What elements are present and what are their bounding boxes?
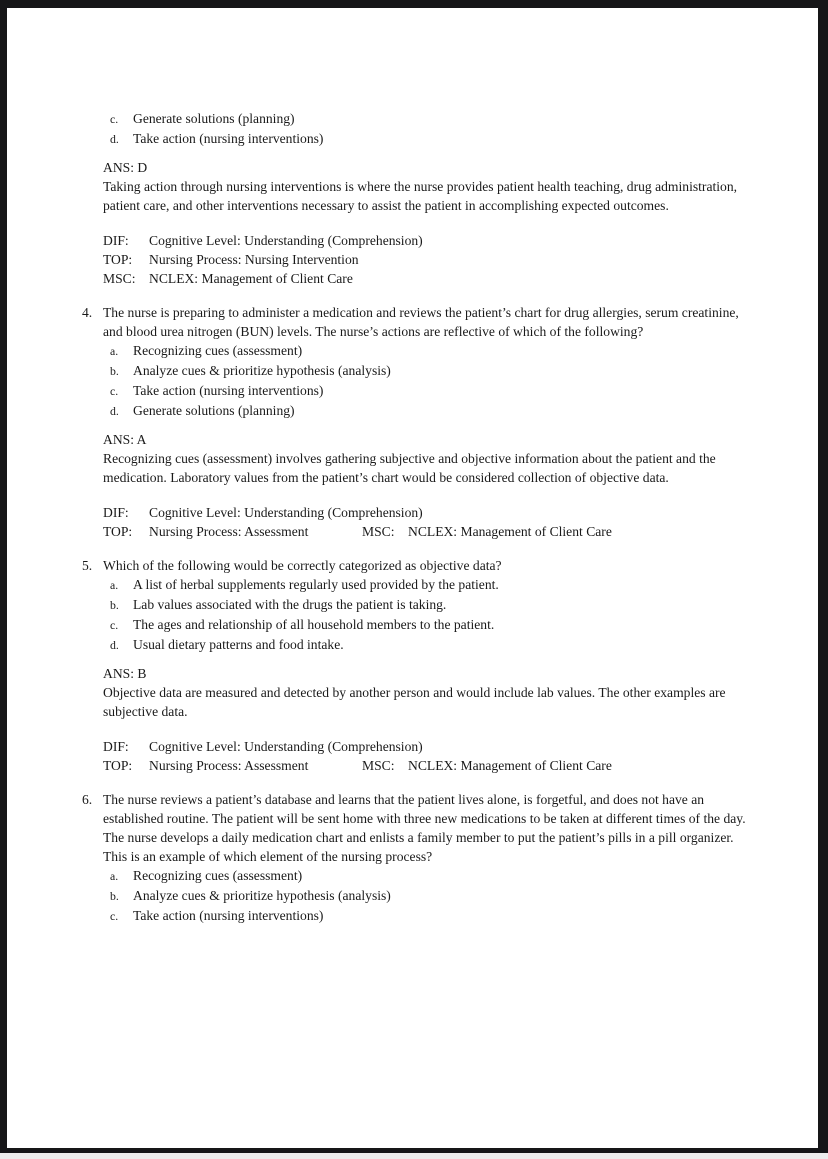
question-block-4: [82, 303, 751, 541]
option-letter: a.: [110, 578, 119, 592]
tag-label: TOP:: [103, 524, 133, 539]
msc-tag: [362, 524, 612, 539]
tag-value: Nursing Process: Assessment: [149, 758, 309, 773]
options-list: [103, 109, 751, 149]
viewer-bottom-strip: [0, 1153, 828, 1159]
msc-tag-line: [103, 269, 751, 288]
tag-label: MSC:: [103, 271, 136, 286]
tag-value: Cognitive Level: Understanding (Comprehension): [149, 233, 423, 248]
option-row: [103, 595, 751, 615]
option-letter: c.: [110, 909, 119, 923]
option-text: Analyze cues & prioritize hypothesis (analysis): [133, 363, 391, 378]
option-row: [103, 361, 751, 381]
rationale-text: Recognizing cues (assessment) involves gathering subjective and objective information about the patient and the medication. Laboratory values from the patient’s chart would be considered collection of objective data.: [103, 451, 716, 485]
option-text: Recognizing cues (assessment): [133, 343, 303, 358]
option-letter: d.: [110, 132, 119, 146]
options-list: [103, 866, 751, 926]
question-block-5: [82, 556, 751, 775]
option-text: The ages and relationship of all household members to the patient.: [133, 617, 495, 632]
option-text: Take action (nursing interventions): [133, 131, 324, 146]
option-text: A list of herbal supplements regularly used provided by the patient.: [133, 577, 499, 592]
option-row: [103, 575, 751, 595]
answer-line: ANS: D: [103, 160, 148, 175]
tag-label: DIF:: [103, 739, 129, 754]
tag-block: [103, 231, 751, 288]
option-text: Lab values associated with the drugs the patient is taking.: [133, 597, 447, 612]
tag-label: MSC:: [362, 758, 395, 773]
dif-tag-line: [103, 503, 751, 522]
question-block-6: [82, 790, 751, 926]
option-letter: c.: [110, 384, 119, 398]
option-letter: a.: [110, 344, 119, 358]
option-row: [103, 635, 751, 655]
question-stem: The nurse reviews a patient’s database and learns that the patient lives alone, is forgetful, and does not have an established routine. The patient will be sent home with three new medications to be taken at different times of the day. The nurse develops a daily medication chart and enlists a family member to put the patient’s pills in a pill organizer. This is an example of which element of the nursing process?: [103, 792, 746, 864]
tag-label: MSC:: [362, 524, 395, 539]
tag-label: DIF:: [103, 233, 129, 248]
option-text: Usual dietary patterns and food intake.: [133, 637, 344, 652]
dif-tag-line: [103, 737, 751, 756]
tag-value: Cognitive Level: Understanding (Comprehension): [149, 505, 423, 520]
top-msc-tag-line: [103, 756, 751, 775]
option-row: [103, 866, 751, 886]
tag-block: [103, 503, 751, 541]
option-row: [103, 906, 751, 926]
dif-tag-line: [103, 231, 751, 250]
question-stem: Which of the following would be correctly categorized as objective data?: [103, 558, 502, 573]
option-text: Generate solutions (planning): [133, 403, 295, 418]
option-letter: b.: [110, 364, 119, 378]
document-page: [7, 8, 818, 1148]
question-stem: The nurse is preparing to administer a medication and reviews the patient’s chart for drug allergies, serum creatinine, and blood urea nitrogen (BUN) levels. The nurse’s actions are reflective of which of the following?: [103, 305, 739, 339]
option-letter: a.: [110, 869, 119, 883]
top-tag-line: [103, 250, 751, 269]
answer-line: ANS: A: [103, 432, 147, 447]
option-letter: d.: [110, 638, 119, 652]
option-row: [103, 129, 751, 149]
option-letter: d.: [110, 404, 119, 418]
option-letter: c.: [110, 618, 119, 632]
option-row: [103, 109, 751, 129]
tag-value: NCLEX: Management of Client Care: [408, 758, 612, 773]
tag-value: Nursing Process: Nursing Intervention: [149, 252, 359, 267]
option-text: Generate solutions (planning): [133, 111, 295, 126]
option-text: Analyze cues & prioritize hypothesis (analysis): [133, 888, 391, 903]
option-row: [103, 886, 751, 906]
tag-value: Cognitive Level: Understanding (Comprehension): [149, 739, 423, 754]
rationale-text: Objective data are measured and detected by another person and would include lab values. The other examples are subjective data.: [103, 685, 726, 719]
option-letter: c.: [110, 112, 119, 126]
answer-line: ANS: B: [103, 666, 147, 681]
option-text: Recognizing cues (assessment): [133, 868, 303, 883]
option-row: [103, 615, 751, 635]
option-text: Take action (nursing interventions): [133, 908, 324, 923]
top-msc-tag-line: [103, 522, 751, 541]
question-block-continuation: [103, 109, 751, 288]
top-tag: [103, 522, 362, 541]
msc-tag: [362, 758, 612, 773]
question-number: 4.: [82, 305, 93, 320]
tag-label: TOP:: [103, 252, 133, 267]
tag-value: NCLEX: Management of Client Care: [149, 271, 353, 286]
question-number: 5.: [82, 558, 93, 573]
question-number: 6.: [82, 792, 93, 807]
document-content: [7, 8, 818, 926]
rationale-text: Taking action through nursing interventions is where the nurse provides patient health teaching, drug administration, patient care, and other interventions necessary to assist the patient in accomplishing expected outcomes.: [103, 179, 738, 213]
tag-value: Nursing Process: Assessment: [149, 524, 309, 539]
option-letter: b.: [110, 598, 119, 612]
option-row: [103, 341, 751, 361]
tag-label: TOP:: [103, 758, 133, 773]
option-row: [103, 401, 751, 421]
tag-block: [103, 737, 751, 775]
options-list: [103, 575, 751, 655]
options-list: [103, 341, 751, 421]
option-text: Take action (nursing interventions): [133, 383, 324, 398]
top-tag: [103, 756, 362, 775]
option-row: [103, 381, 751, 401]
option-letter: b.: [110, 889, 119, 903]
tag-value: NCLEX: Management of Client Care: [408, 524, 612, 539]
tag-label: DIF:: [103, 505, 129, 520]
